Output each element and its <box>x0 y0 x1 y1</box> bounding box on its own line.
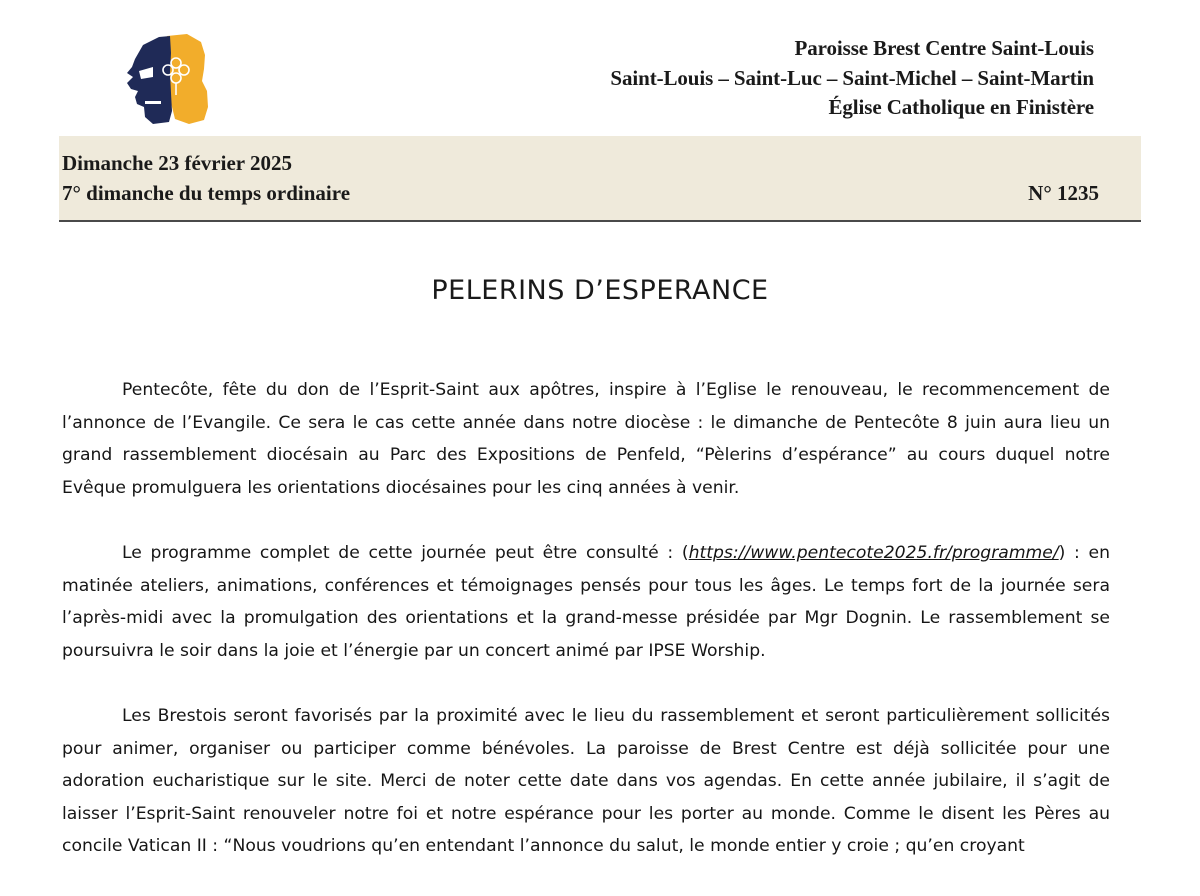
bulletin-date: Dimanche 23 février 2025 <box>62 151 292 175</box>
parish-churches: Saint-Louis – Saint-Luc – Saint-Michel – Saint-Martin <box>610 65 1094 90</box>
parish-header <box>610 34 1094 123</box>
parish-name: Paroisse Brest Centre Saint-Louis <box>794 36 1094 60</box>
article-paragraph-1: Pentecôte, fête du don de l’Esprit-Saint aux apôtres, inspire à l’Eglise le renouveau, le recommencement de l’annonce de l’Evangile. Ce sera le cas cette année dans notre diocèse : le dimanche de Pentecôte 8 juin aura lieu un grand rassemblement diocésain au Parc des Expositions de Penfeld, “Pèlerins d’espérance” au cours duquel notre Evêque promulguera les orientations diocésaines pour les cinq années à venir. <box>62 380 1110 498</box>
article-paragraph-3: Les Brestois seront favorisés par la proximité avec le lieu du rassemblement et seront particulièrement sollicités pour animer, organiser ou participer comme bénévoles. La paroisse de Brest Centre est déjà sollicitée pour une adoration eucharistique sur le site. Merci de noter cette date dans vos agendas. En cette année jubilaire, il s’agit de laisser l’Esprit-Saint renouveler notre foi et notre espérance pour les porter au monde. Comme le disent les Pères au concile Vatican II : “Nous voudrions qu’en entendant l’annonce du salut, le monde entier y croie ; qu’en croyant <box>62 705 1110 857</box>
program-link[interactable]: https://www.pentecote2025.fr/programme/ <box>688 542 1059 563</box>
bulletin-info-band <box>59 136 1141 222</box>
article-title: PELERINS D’ESPERANCE <box>431 275 769 306</box>
article-body <box>62 374 1110 896</box>
article-paragraph-2 <box>62 537 1110 667</box>
parish-diocese: Église Catholique en Finistère <box>828 95 1094 119</box>
parish-logo-icon <box>123 33 209 125</box>
paragraph-2-rest: ) : en matinée ateliers, animations, conférences et témoignages pensés pour tous les âges. Le temps fort de la journée sera l’après-midi avec la promulgation des orientations et la grand-messe présidée par Mgr Dognin. Le rassemblement se poursuivra le soir dans la joie et l’énergie par un concert animé par IPSE Worship. <box>62 542 1110 661</box>
issue-number: N° 1235 <box>1028 181 1099 205</box>
liturgical-day: 7° dimanche du temps ordinaire <box>62 181 351 205</box>
paragraph-2-intro: Le programme complet de cette journée peut être consulté : ( <box>122 542 689 563</box>
